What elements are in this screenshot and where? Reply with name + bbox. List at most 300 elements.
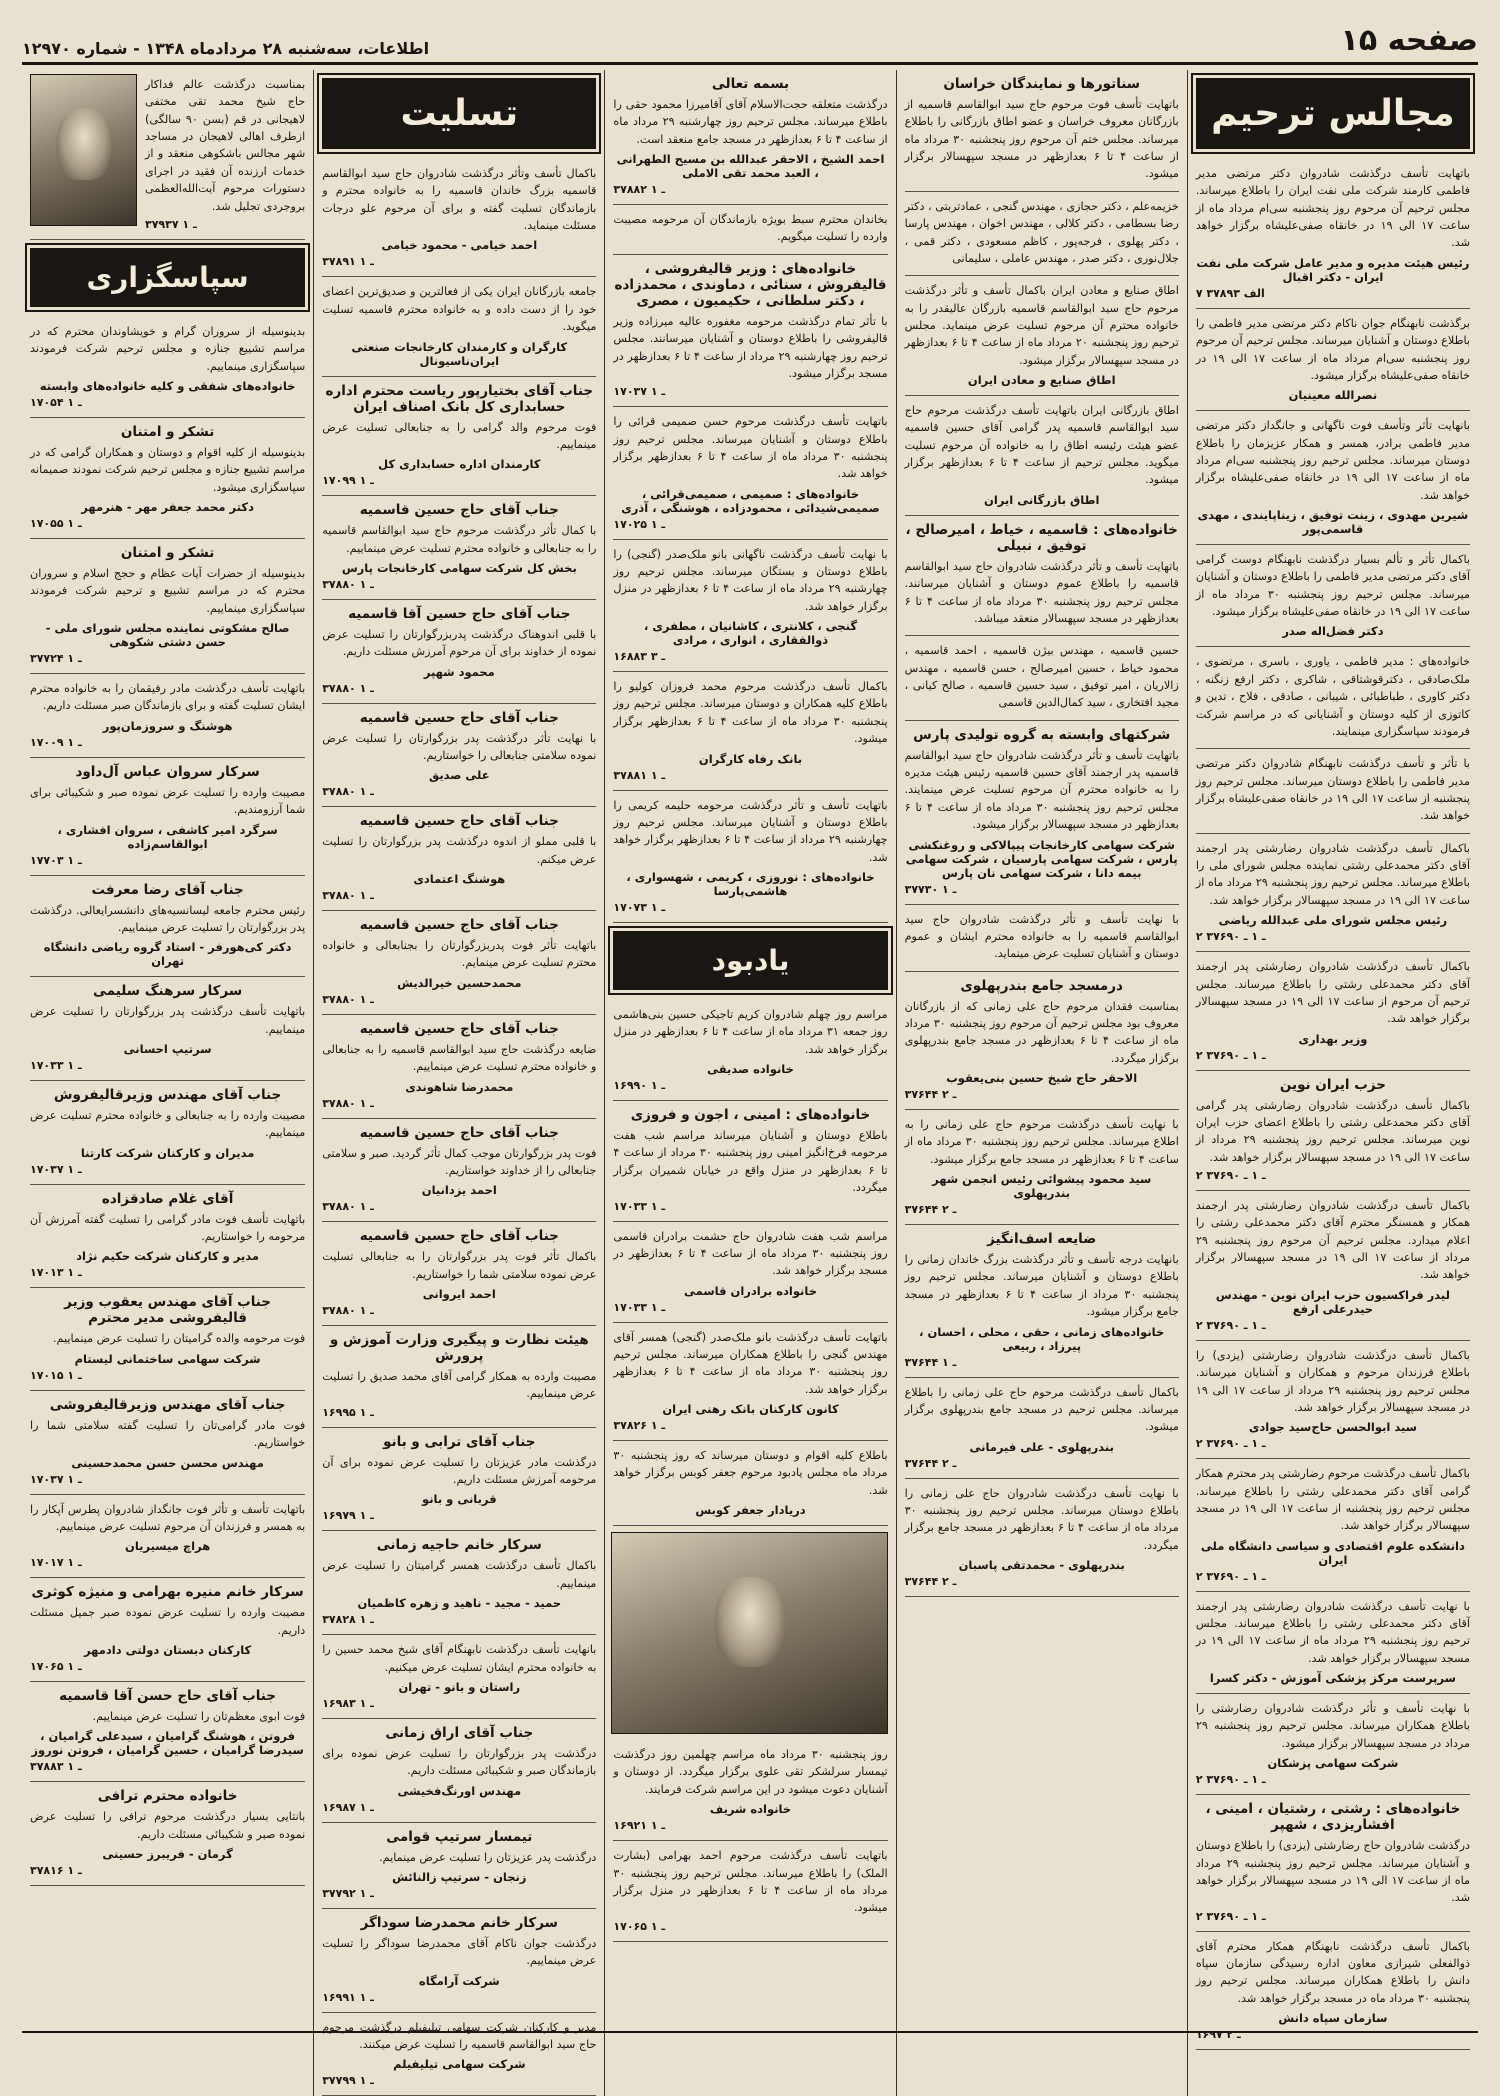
notice-body: با نهایت تأسف و تأثر درگذشت شادروان حاج سید ابوالقاسم قاسمیه را به خانواده محترم ایشان و عموم دوستان و آشنایان تسلیت عرض مینماید. <box>904 912 1179 961</box>
notice-code: ۳۷۸۸۰ ـ ۱ <box>322 577 374 591</box>
portrait-face <box>715 1577 785 1667</box>
notice-title: جناب آقای حاج حسین قاسمیه <box>359 813 559 830</box>
notice-code: ۱۶۹۹۱ ـ ۱ <box>322 1990 374 2004</box>
notice-title: جناب آقای حاج حسین آقا قاسمیه <box>348 605 571 622</box>
notice-body: با تأثر و تأسف درگذشت نابهنگام شادروان دکتر مرتضی مدیر فاطمی را باطلاع دوستان میرساند. مجلس ترحیم روز پنجشنبه از ساعت ۱۷ الی ۱۹ در خانقاه صفی‌علیشاه برگزار خواهد شد. <box>1195 757 1470 823</box>
notice-signature: مدیر و کارکنان شرکت حکیم نژاد <box>76 1249 260 1264</box>
notice-code: ۳۷۸۸۰ ـ ۱ <box>322 889 374 903</box>
notice-title: سرکار سروان عباس آل‌داود <box>75 763 260 780</box>
notice-item <box>905 905 1179 972</box>
notice-title: خانواده‌های : وزیر قالیفروشی ، قالیفروش ، سنائی ، دماوندی ، محمدزاده ، دکتر سلطانی ، حکیمیون ، مصری <box>614 260 887 309</box>
notice-code: ۱۷۰۷۳ ـ ۱ <box>613 900 666 914</box>
notice-code: ۲ ـ ۱ ـ ۳۷۶۹۰ <box>1195 1909 1266 1923</box>
notice-item <box>30 1578 305 1682</box>
notice-signature: کارمندان اداره حسابداری کل <box>378 457 541 472</box>
notice-item <box>30 674 305 758</box>
notice-list <box>30 317 305 1886</box>
notice-title: جناب آقای حاج حسین قاسمیه <box>359 502 559 519</box>
notice-code: ۳۷۷۹۲ ـ ۱ <box>322 1886 374 1900</box>
notice-code: ۱۷۰۶۵ ـ ۱ <box>30 1659 82 1673</box>
column-4 <box>313 70 604 2096</box>
notice-signature: شیرین مهدوی ، زینت توفیق ، زیناپایندی ، مهدی قاسمی‌پور <box>1197 508 1469 537</box>
notice-body: ضایعه درگذشت حاج سید ابوالقاسم قاسمیه را به جنابعالی و خانواده محترم تسلیت عرض مینماییم. <box>322 1042 597 1074</box>
notice-body: مصیبت وارده را به جنابعالی و خانواده محترم تسلیت عرض مینماییم. <box>30 1108 306 1140</box>
notice-body: مصیبت وارده را تسلیت عرض نموده صبر و شکیبائی برای شما آرزومندیم. <box>30 785 306 817</box>
notice-code: ۱۶۹۲۱ ـ ۱ <box>613 1819 666 1833</box>
notice-title: جناب آقای ترابی و بانو <box>383 1433 536 1450</box>
notice-title: جناب آقای رضا معرفت <box>91 881 244 898</box>
notice-list <box>905 70 1179 1597</box>
notice-code: ۱۷۰۱۷ ـ ۱ <box>30 1556 82 1570</box>
notice-title: ضایعه اسف‌انگیز <box>987 1231 1097 1248</box>
notice-title: جناب آقای حاج حسین قاسمیه <box>359 1228 559 1245</box>
issue-line: اطلاعات، سه‌شنبه ۲۸ مردادماه ۱۳۴۸ - شماره ۱۲۹۷۰ <box>22 39 430 58</box>
notice-body: باتهایت تأسف درگذشت پدر بزرگوارتان را تسلیت عرض مینماییم. <box>30 1005 306 1036</box>
notice-body: با نهایت تأسف و تأثر درگذشت شادروان رضارشتی را باطلاع همکاران میرساند. مجلس ترحیم روز پنجشنبه ۲۹ مرداد در مسجد سپهسالار برگزار میشود. <box>1195 1702 1470 1750</box>
notice-body: باتهایت تأثر فوت پدربزرگوارتان را بجنابعالی و خانواده محترم تسلیت عرض مینمایم. <box>322 939 597 970</box>
notice-code: ۱۶۹۹۰ ـ ۱ <box>613 1079 666 1093</box>
notice-signature: قربانی و بانو <box>422 1492 497 1507</box>
notice-item <box>30 977 305 1081</box>
notice-item <box>322 277 596 376</box>
notice-body: درگذشت پدر بزرگوارتان را تسلیت عرض نموده برای بازماندگان صبر و شکیبائی مسئلت داریم. <box>322 1746 597 1778</box>
notice-body: حسین قاسمیه ، مهندس بیژن قاسمیه ، احمد قاسمیه ، محمود خیاط ، حسین امیرصالح ، حسن قاسمیه ، مهندس زالاریان ، امیر توفیق ، سید حسین قاسمیه ، صالح کیانی ، مجید افتخاری ، سید کمال‌الدین قاسمی <box>904 644 1179 710</box>
notice-item <box>322 1428 596 1532</box>
notice-body: بانتایی بسیار درگذشت مرحوم ترافی را تسلیت عرض نموده صبر و شکیبائی مسئلت داریم. <box>30 1810 306 1841</box>
notice-code: ۳۷۸۸۰ ـ ۱ <box>322 785 374 799</box>
notice-signature: محمدحسین خیرالدیش <box>397 975 522 990</box>
notice-code: ۱۷۰۱۳ ـ ۱ <box>30 1266 82 1280</box>
notice-signature: دانشکده علوم اقتصادی و سیاسی دانشگاه ملی ایران <box>1200 1538 1465 1567</box>
notice-signature: شرکت سهامی کارخانجات پیپالاکی و روغنکشی پارس ، شرکت سهامی پارسیان ، شرکت سهامی بیمه دانا ، شرکت سهامی نان پارس <box>905 837 1178 880</box>
notice-title: حزب ایران نوین <box>1279 1076 1386 1093</box>
notice-title: جناب آقای مهندس وزیرقالیفروشی <box>49 1396 286 1413</box>
notice-signature: بندرپهلوی - علی فیرمانی <box>969 1439 1114 1454</box>
notice-item <box>1196 1795 1470 1931</box>
notice-signature: سرگرد امیر کاشفی ، سروان افشاری ، ابوالقاسم‌زاده <box>57 822 278 851</box>
notice-body: باتهایت تأسف و تأثر فوت جانگداز شادروان پطرس آپکار را به همسر و فرزندان آن مرحوم تسلیت عرض مینماییم. <box>30 1502 306 1533</box>
notice-item <box>905 516 1179 636</box>
notice-code: ۱۷۰۳۳ ـ ۱ <box>613 1199 666 1213</box>
notice-body: باطلاع کلیه اقوام و دوستان میرساند که روز پنجشنبه ۳۰ مرداد ماه مجلس یادبود مرحوم جعفر کوبس برگزار خواهد شد. <box>613 1449 888 1497</box>
banner-yadbood: یادبود <box>613 931 887 990</box>
notice-title: خانواده‌های : قاسمیه ، خیاط ، امیرصالح ، توفیق ، نبیلی <box>905 521 1178 554</box>
notice-item <box>905 636 1179 720</box>
notice-body: مراسم شب هفت شادروان حاج حشمت برادران قاسمی روز پنجشنبه ۳۰ مرداد ماه از ساعت ۴ تا ۶ بعدازظهر در مسجد برگزار خواهد شد. <box>613 1229 888 1278</box>
notice-item <box>613 1441 887 1526</box>
notice-title: تشکر و امتنان <box>120 545 215 562</box>
notice-item <box>30 317 305 418</box>
notice-item <box>322 496 596 600</box>
notice-item <box>30 1288 305 1390</box>
notice-code: ۱۶۹۷۹ ـ ۱ <box>322 1509 374 1523</box>
notice-signature: شرکت آرامگاه <box>418 1973 500 1988</box>
notice-code: ۳۷۶۴۴ ـ ۲ <box>904 1456 957 1470</box>
notice-item <box>905 1479 1179 1597</box>
notice-body: با تأثر تمام درگذشت مرحومه مغفوره عالیه میرزاده وزیر قالیفروشی را باطلاع دوستان و آشنایان میرسانند. مجلس ترحیم روز چهارشنبه ۲۹ مرداد از ساعت ۴ تا ۶ بعدازظهر در مسجد برگزار میشود. <box>613 314 888 380</box>
notice-item <box>1196 1341 1470 1459</box>
notice-body: مراسم روز چهلم شادروان کریم تاجیکی حسین بنی‌هاشمی روز جمعه ۳۱ مرداد ماه از ساعت ۴ تا ۶ بعدازظهر در منزل برگزار خواهد شد. <box>613 1007 888 1056</box>
column-5 <box>22 70 313 2096</box>
notice-code: ۲ ـ ۱ ـ ۳۷۶۹۰ <box>1195 1169 1266 1183</box>
notice-signature: خانواده‌های : صمیمی ، صمیمی‌قرائی ، صمیمی‌شیدائی ، محمودزاده ، هوشنگی ، آذری <box>621 486 880 515</box>
notice-item <box>1196 1071 1470 1191</box>
notice-item <box>613 407 887 539</box>
notice-code: ۲ ـ ۱ ـ ۳۷۶۹۰ <box>1195 1048 1266 1062</box>
notice-item <box>322 2013 596 2096</box>
notice-item <box>613 205 887 255</box>
notice-code: ۱۶۹۸۷ ـ ۱ <box>322 1800 374 1814</box>
notice-body: باتهایت تأسف و تأثر درگذشت شادروان حاج سید ابوالقاسم قاسمیه پدر ارجمند آقای حسین قاسمیه رئیس هیئت مدیره را به خانواده محترم آن مرحوم تسلیت عرض مینمایند. مجلس ترحیم روز پنجشنبه ۳۰ مرداد ماه از ساعت ۴ تا ۶ بعدازظهر در مسجد سپهسالار برگزار میشود. <box>904 748 1179 832</box>
notice-title: سرکار خانم منیره بهرامی و منیژه کوثری <box>31 1584 304 1601</box>
banner-majales-tarhim: مجالس ترحیم <box>1196 78 1470 149</box>
notice-signature: راستان و بانو - تهران <box>398 1679 521 1694</box>
column-3 <box>604 70 895 2096</box>
notice-body: باطلاع دوستان و آشنایان میرساند مراسم شب هفت مرحومه فرخ‌انگیز امینی روز پنجشنبه ۳۰ مرداد از ساعت ۴ تا ۶ بعدازظهر در منزل واقع در خیابان شمیران برگزار میگردد. <box>613 1129 888 1195</box>
notice-body: باتهایت تأسف درگذشت مرحوم حسن صمیمی قرائی را باطلاع دوستان و آشنایان میرساند. مجلس ترحیم روز پنجشنبه ۳۰ مرداد ماه از ساعت ۴ تا ۶ بعدازظهر برگزار خواهد شد. <box>613 415 888 481</box>
notice-title: جناب آقای بختیارپور ریاست محترم اداره حسابداری کل بانک اصناف ایران <box>325 382 594 415</box>
notice-signature: بندرپهلوی - محمدتقی پاسبان <box>958 1558 1125 1573</box>
notice-body: با نهایت تأسف درگذشت شادروان رضارشتی پدر ارجمند آقای دکتر محمدعلی رشتی را باطلاع میرساند. مجلس ترحیم روز پنجشنبه ۲۹ مرداد ماه از ساعت ۱۷ الی ۱۹ در مسجد سپهسالار برگزار خواهد شد. <box>1195 1599 1470 1665</box>
notice-signature: هراچ میسیریان <box>125 1539 211 1554</box>
notice-item <box>322 1909 596 2013</box>
notice-item <box>1196 159 1470 309</box>
notice-body: بمناسبت درگذشت عالم فداکار حاج شیخ محمد تقی مختفی لاهیجانی در قم (بسن ۹۰ سالگی) ازطرف اهالی لاهیجان در مساجد شهر مجالس باشکوهی منعقد و از خدمات ارزنده آن فقید در اجرای دستورات مرحوم آیت‌الله‌العظمی بروجردی تجلیل شد. <box>145 78 306 213</box>
banner-sepasgozari: سپاسگزاری <box>30 248 305 307</box>
notice-code: ۳۷۸۸۲ ـ ۱ <box>613 183 666 197</box>
notice-title: سرکار خانم حاجیه زمانی <box>376 1537 542 1554</box>
notice-signature: احمد یزدانیان <box>421 1183 497 1198</box>
notice-signature: هوشنگ اعتمادی <box>413 872 506 887</box>
notice-signature: خانواده‌های : نوروزی ، کریمی ، شهسواری ، هاشمی‌پارسا <box>626 869 875 898</box>
notice-title: جناب آقای حاج حسین قاسمیه <box>359 917 559 934</box>
notice-item <box>30 539 305 674</box>
notice-code: ۱۷۰۹۹ ـ ۱ <box>322 474 374 488</box>
notice-signature: شرکت سهامی ساختمانی لیستام <box>74 1351 261 1366</box>
notice-body: بدینوسیله از حضرات آیات عظام و حجج اسلام و سروران محترم که در مراسم تشییع و ترحیم شرکت فرمودند سپاسگزاری مینماییم. <box>30 567 306 615</box>
notice-body: بانهایت تأثر وتأسف فوت ناگهانی و جانگداز دکتر مرتضی مدیر فاطمی برادر، همسر و همکار عزیزمان را باطلاع دوستان میرساند. مجلس ترحیم روز پنجشنبه سی‌ام مرداد ماه از ساعت ۱۷ الی ۱۹ در خانقاه صفی‌علیشاه برگزار خواهد شد. <box>1195 419 1470 502</box>
notice-code: ۱۶۹۸۳ ـ ۱ <box>322 1696 374 1710</box>
notice-signature: شرکت سهامی پزشکان <box>1267 1756 1399 1771</box>
notice-body: باکمال تأسف درگذشت شادروان رضارشتی (یزدی) را باطلاع فرزندان مرحوم و همکاران و آشنایان میرساند. مجلس ترحیم روز پنجشنبه ۲۹ مرداد از ساعت ۱۷ الی ۱۹ در مسجد سپهسالار برگزار خواهد شد. <box>1195 1348 1470 1414</box>
notice-signature: زنجان - سرتیپ زالنائش <box>392 1869 527 1884</box>
notice-signature: محمدرضا شاهوندی <box>405 1079 514 1094</box>
notice-body: باکمال تأسف درگذشت همسر گرامیتان را تسلیت عرض مینماییم. <box>322 1559 597 1590</box>
notice-code: ۱۷۰۲۵ ـ ۱ <box>613 517 666 531</box>
notice-body: مدیر و کارکنان شرکت سهامی تیلیفیلم درگذشت مرحوم حاج سید ابوالقاسم قاسمیه را تسلیت عرض میکنند. <box>322 2020 597 2052</box>
notice-title: سرکار خانم محمدرضا سوداگر <box>360 1914 558 1931</box>
notice-code: ۱۷۰۳۷ ـ ۱ <box>30 1162 82 1176</box>
notice-body: درگذشت جوان ناکام آقای محمدرضا سوداگر را تسلیت عرض مینماییم. <box>322 1936 597 1968</box>
column-2 <box>896 70 1187 2096</box>
notice-title: هیئت نظارت و پیگیری وزارت آموزش و پرورش <box>329 1331 589 1364</box>
notice-item <box>905 70 1179 192</box>
notice-signature: دکتر محمد جعفر مهر - هنرمهر <box>81 500 254 515</box>
notice-code: ۷ الف ۳۷۸۹۳ <box>1195 286 1265 300</box>
notice-code: ۳۷۷۹۹ ـ ۱ <box>322 2074 374 2088</box>
notice-item <box>322 1635 596 1719</box>
notice-code: ۲ ـ ۱ ـ ۳۷۶۹۰ <box>1195 1569 1266 1583</box>
notice-signature: لیدر فراکسیون حزب ایران نوین - مهندس حیدرعلی ارفع <box>1215 1287 1450 1316</box>
notice-body: باکمال تأسف درگذشت مرحوم محمد فروزان کولیو را باطلاع کلیه همکاران و دوستان میرساند. مجلس ترحیم روز پنجشنبه ۳۰ مرداد ماه از ساعت ۴ تا ۶ بعدازظهر برگزار میشود. <box>613 680 888 746</box>
notice-item <box>613 672 887 790</box>
notice-item <box>322 377 596 497</box>
notice-body: اطاق صنایع و معادن ایران باکمال تأسف و تأثر درگذشت مرحوم حاج سید ابوالقاسم قاسمیه بازرگان عالیقدر را به خانواده محترم آن مرحوم تسلیت عرض مینماید. مجلس ترحیم روز پنجشنبه ۲۰ مرداد ماه از ساعت ۴ تا ۶ بعدازظهر در مسجد سپهسالار برگزار میشود. <box>904 284 1179 367</box>
notice-signature: نصرالله معینیان <box>1288 388 1378 403</box>
notice-body: بدینوسیله از سروران گرام و خویشاوندان محترم که در مراسم تشییع جنازه و مجلس ترحیم شرکت فرمودند سپاسگزاری مینماییم. <box>30 324 306 373</box>
notice-item <box>322 1531 596 1635</box>
notice-code: ۲ ـ ۱ ـ ۳۷۶۹۰ <box>1195 1318 1266 1332</box>
notice-item <box>613 1000 887 1101</box>
notice-signature: هوشنگ و سروزمان‌پور <box>102 718 233 733</box>
notice-signature: خانواده شریف <box>709 1802 792 1817</box>
notice-title: تشکر و امتنان <box>120 423 215 440</box>
notice-code: ۱۶۸۸۳ ـ ۳ <box>613 650 666 664</box>
notice-list <box>613 70 887 923</box>
notice-code: ۳۷۸۲۸ ـ ۱ <box>322 1613 374 1627</box>
notice-item <box>322 1719 596 1823</box>
notice-code: ۳۷۶۴۴ ـ ۱ <box>904 1355 957 1369</box>
notice-item <box>30 1391 305 1495</box>
notice-body: بانهایت درجه تأسف و تأثر درگذشت بزرگ خاندان زمانی را باطلاع دوستان و آشنایان میرساند. مجلس ترحیم روز پنجشنبه ۳۰ مرداد از ساعت ۴ تا ۶ بعدازظهر در مسجد جامع برگزار میشود. <box>904 1253 1179 1319</box>
notice-code: ۳۷۸۱۶ ـ ۱ <box>30 1864 82 1878</box>
notice-title: جناب آقای اراق زمانی <box>385 1724 534 1741</box>
notice-signature: کانون کارکنان بانک رهنی ایران <box>662 1402 839 1417</box>
notice-body: با قلبی مملو از اندوه درگذشت پدر بزرگوارتان را تسلیت عرض میکنم. <box>322 835 597 866</box>
notice-list <box>613 1000 887 1526</box>
notice-signature: خانواده‌های شفقی و کلیه خانواده‌های وابسته <box>39 378 296 393</box>
notice-body: فوت مادر گرامی‌تان را تسلیت گفته سلامتی شما را خواستاریم. <box>30 1418 306 1450</box>
notice-item <box>322 159 596 277</box>
notice-body: درگذشت مادر عزیزتان را تسلیت عرض نموده برای آن مرحومه آمرزش مسئلت داریم. <box>322 1455 597 1487</box>
notice-item <box>30 1495 305 1579</box>
notice-item <box>905 1378 1179 1479</box>
notice-body: باکمال تأثر فوت پدر بزرگوارتان را به جنابعالی تسلیت عرض نموده سلامتی شما را خواستاریم. <box>322 1250 597 1281</box>
notice-body: خزیمه‌علم ، دکتر حجازی ، مهندس گنجی ، عمادتربتی ، دکتر رضا بسطامی ، دکتر کلالی ، مهندس اخوان ، مهندس پارسا ، دکتر پهلوی ، فرجه‌پور ، کاظم مسعودی ، دکتر قمی ، جلال‌نوری ، دکتر صدر ، مهندس عاملی ، سلیمانی <box>904 199 1179 265</box>
notice-body: با کمال تأثر درگذشت مرحوم حاج سید ابوالقاسم قاسمیه را به جنابعالی و خانواده محترم تسلیت عرض مینماییم. <box>322 524 597 555</box>
notice-list <box>1196 159 1470 2050</box>
masthead <box>22 18 1478 65</box>
notice-code: ۲ ـ ۱ ـ ۳۷۶۹۰ <box>1195 1773 1266 1787</box>
notice-body: باکمال تأسف درگذشت شادروان رضارشتی پدر گرامی آقای دکتر محمدعلی رشتی را باطلاع اعضای حزب ایران نوین میرساند. مجلس ترحیم روز پنجشنبه ۲۹ مرداد از ساعت ۱۷ الی ۱۹ در مسجد سپهسالار برگزار خواهد شد. <box>1195 1098 1470 1164</box>
notice-body: با نهایت تأسف درگذشت مرحوم حاج علی زمانی را به اطلاع میرساند. مجلس ترحیم روز پنجشنبه ۳۰ مرداد ماه از ساعت ۴ تا ۶ بعدازظهر در مسجد جامع برگزار میشود. <box>904 1118 1179 1166</box>
notice-code: ۳۷۸۸۰ ـ ۱ <box>322 1096 374 1110</box>
notice-code: ۳۷۸۸۰ ـ ۱ <box>322 1303 374 1317</box>
notice-body: باتهایت تأسف درگذشت بانو ملک‌صدر (گنجی) همسر آقای مهندس گنجی را باطلاع همکاران میرساند. مجلس ترحیم روز پنجشنبه ۳۰ مرداد ماه از ساعت ۴ تا ۶ بعدازظهر برگزار خواهد شد. <box>613 1330 888 1396</box>
notice-signature: خانواده صدیقی <box>707 1062 794 1077</box>
notice-body: باتهایت تأسف فوت مرحوم حاج سید ابوالقاسم قاسمیه از بازرگانان معروف خراسان و عضو اطاق بازرگانی را باطلاع میرساند. مجلس ختم آن مرحوم روز پنجشنبه ۳۰ مرداد ماه از ساعت ۴ تا ۶ بعدازظهر در مسجد سپهسالار برگزار میشود. <box>904 98 1179 181</box>
notice-item <box>905 192 1179 276</box>
notice-body: باتهایت تأسف و تأثر درگذشت شادروان حاج سید ابوالقاسم قاسمیه را باطلاع عموم دوستان و آشنایان میرسانند. مجلس ترحیم روز پنجشنبه ۳۰ مرداد ماه از ساعت ۴ تا ۶ بعدازظهر در مسجد سپهسالار منعقد میباشد. <box>904 559 1179 625</box>
notice-signature: شرکت سهامی تیلیفیلم <box>393 2057 526 2072</box>
notice-signature: مهندس اورنگ‌فخیشی <box>397 1783 522 1798</box>
notice-code: ۳۷۸۸۰ ـ ۱ <box>322 1200 374 1214</box>
notice-body: جامعه بازرگانان ایران یکی از فعالترین و صدیق‌ترین اعضای خود را از دست داده و به خانواده محترم قاسمیه تسلیت میگوید. <box>322 285 597 334</box>
notice-signature: سرپرست مرکز پزشکی آموزش - دکتر کسرا <box>1209 1671 1456 1686</box>
notice-body: فوت مرحومه والده گرامیتان را تسلیت عرض مینماییم. <box>53 1332 306 1346</box>
notice-signature: حمید - مجید - ناهید و زهره کاظمیان <box>357 1596 562 1611</box>
notice-code: ۳۷۸۸۳ ـ ۱ <box>30 1760 82 1774</box>
notice-signature: احمد خیامی - محمود خیامی <box>381 238 538 253</box>
notice-body: درگذشت پدر عزیزتان را تسلیت عرض مینمایم. <box>379 1850 597 1864</box>
notice-item <box>905 972 1179 1110</box>
notice-body: فوت ابوی معظم‌تان را تسلیت عرض مینماییم. <box>92 1709 306 1723</box>
notice-item <box>905 276 1179 396</box>
notice-item <box>322 1119 596 1223</box>
notice-item <box>613 255 887 407</box>
notice-title: تیمسار سرتیپ قوامی <box>386 1828 533 1845</box>
notice-code: ۳۷۸۸۰ ـ ۱ <box>322 992 374 1006</box>
notice-body: با نهایت تأثر درگذشت پدر بزرگوارتان را تسلیت عرض نموده سلامتی جنابعالی را خواستاریم. <box>322 731 597 763</box>
cleric-portrait-photo <box>30 74 137 226</box>
notice-item <box>322 911 596 1015</box>
banner-tasliat: تسلیت <box>322 78 596 149</box>
notice-title: خانواده‌های : رشتی ، رشتیان ، امینی ، افشاریزدی ، شهپر <box>1205 1801 1461 1834</box>
notice-item <box>30 1682 305 1782</box>
notice-body: با نهایت تأسف درگذشت ناگهانی بانو ملک‌صدر (گنجی) را باطلاع دوستان و بستگان میرساند. مجلس ترحیم روز چهارشنبه ۲۹ مرداد ماه از ساعت ۴ تا ۶ بعدازظهر در منزل برگزار خواهد شد. <box>613 547 888 613</box>
notice-signature: صالح مشکوتی نماینده مجلس شورای ملی - حسن دشتی شکوهی <box>45 621 290 650</box>
notice-item <box>1196 411 1470 545</box>
notice-item <box>1196 309 1470 411</box>
notice-title: بسمه تعالی <box>711 76 790 92</box>
portrait-face <box>56 108 111 180</box>
notice-item <box>613 1841 887 1941</box>
notice-title: جناب آقای حاج حسن آقا قاسمیه <box>59 1687 277 1704</box>
notice-code: ۱۷۰۵۴ ـ ۱ <box>30 395 82 409</box>
notice-title: جناب آقای مهندس وزیرقالیفروش <box>53 1086 282 1103</box>
notice-body: باکمال تأسف درگذشت نابهنگام همکار محترم آقای ذوالفعلی شیرازی معاون اداره رسیدگی سازمان سپاه دانش را باطلاع همکاران میرساند. مجلس ترحیم روز پنجشنبه ۳۰ مرداد ماه در مسجد برگزار خواهد شد. <box>1195 1939 1470 2005</box>
notice-code: ۳۷۸۸۱ ـ ۱ <box>613 768 666 782</box>
notice-signature: اطاق بازرگانی ایران <box>984 492 1100 507</box>
notice-signature: الاحقر حاج شیخ حسین بنی‌یعقوب <box>946 1071 1138 1086</box>
notice-item <box>613 1222 887 1323</box>
notice-signature: اطاق صنایع و معادن ایران <box>967 373 1116 388</box>
notice-signature: کارکنان دبستان دولتی دادمهر <box>83 1642 252 1657</box>
notice-item <box>1196 545 1470 647</box>
notice-item <box>613 70 887 205</box>
notice-code: ۳۷۸۸۰ ـ ۱ <box>322 681 374 695</box>
notice-body: باتهایت تأسف درگذشت مادر رفیقمان را به خانواده محترم ایشان تسلیت گفته و برای بازماندگان صبر مسئلت داریم. <box>30 682 306 713</box>
notice-body: مصیبت وارده به همکار گرامی آقای محمد صدیق را تسلیت عرض مینماییم. <box>322 1369 597 1401</box>
notice-item <box>30 1782 305 1886</box>
notice-title: خانواده‌های : امینی ، اجون و فروزی <box>630 1107 871 1124</box>
notice-item <box>322 600 596 704</box>
notice-item <box>613 1101 887 1221</box>
notice-title: درمسجد جامع بندرپهلوی <box>960 977 1123 994</box>
notice-body: خانواده‌های : مدیر فاطمی ، یاوری ، باسری ، مرتضوی ، ملک‌صادقی ، دکترقوشتاقی ، شاکری ، دکتر ارفع زنگنه ، دکتر کاوری ، طباطبائی ، شیبانی ، صادقی ، فلاح ، تدین و کاتوزی از کلیه دوستان و آشنایانی که در مراسم شرکت فرمودند سپاسگزاری مینمایند. <box>1195 655 1470 738</box>
notice-code: ۳۷۸۹۱ ـ ۱ <box>322 255 374 269</box>
notice-signature: کارگران و کارمندان کارخانجات صنعتی ایران‌ناسیونال <box>351 339 568 368</box>
notice-signature: دکتر فضل‌اله صدر <box>1282 624 1384 639</box>
notice-body: باتهایت تأسف درگذشت شادروان دکتر مرتضی مدیر فاطمی کارمند شرکت ملی نفت ایران را باطلاع میرساند. مجلس ترحیم آن مرحوم روز پنجشنبه سی‌ام مرداد ماه از ساعت ۱۷ الی ۱۹ در خانقاه صفی‌علیشاه برگزار خواهد شد. <box>1195 167 1470 250</box>
notice-signature: احمد الشیخ ، الاحقر عبدالله بن مسیح الطهرانی ، العبد محمد تقی الاملی <box>616 152 885 181</box>
notice-code: ۳۷۷۳۰ ـ ۱ <box>904 882 957 896</box>
notice-body: باکمال تأسف درگذشت شادروان رضارشتی پدر ارجمند آقای دکتر محمدعلی رشتی را باطلاع میرساند. مجلس ترحیم آن مرحوم از ساعت ۱۷ الی ۱۹ در مسجد سپهسالار برگزار خواهد شد. <box>1195 960 1470 1026</box>
notice-item <box>1196 749 1470 833</box>
page-number: صفحه ۱۵ <box>1340 23 1478 58</box>
notice-item <box>322 1222 596 1326</box>
notice-item <box>1196 1191 1470 1341</box>
notice-signature: خانواده‌های زمانی ، حقی ، محلی ، احسان ، پیرزاد ، ربیعی <box>919 1324 1165 1353</box>
notice-code: ۳۷۶۴۴ ـ ۲ <box>904 1203 957 1217</box>
notice-signature: احمد ایروانی <box>422 1286 496 1301</box>
notice-signature: گرمان - فریبرز حسینی <box>102 1847 233 1862</box>
notice-title: جناب آقای مهندس یعقوب وزیر قالیفروشی مدیر محترم <box>64 1294 272 1327</box>
notice-list <box>613 1740 887 1942</box>
notice-body: برگذشت نابهنگام جوان ناکام دکتر مرتضی مدیر فاطمی را باطلاع دوستان و آشنایان میرساند. مجلس ترحیم آن مرحوم روز پنجشنبه سی‌ام مرداد ماه از ساعت ۱۷ الی ۱۹ در خانقاه صفی‌علیشاه برگزار میشود. <box>1195 316 1470 382</box>
notice-code: ۱۷۰۶۵ ـ ۱ <box>613 1919 666 1933</box>
notice-code: ۱۷۰۰۹ ـ ۱ <box>30 735 82 749</box>
notice-body: باکمال تأسف درگذشت مرحوم رضارشتی پدر محترم همکار گرامی آقای دکتر محمدعلی رشتی را باطلاع میرساند. مجلس ترحیم روز پنجشنبه از ساعت ۱۷ الی ۱۹ در مسجد سپهسالار برگزار خواهد شد. <box>1195 1467 1470 1533</box>
notice-code: ۳۷۸۲۶ ـ ۱ <box>613 1419 666 1433</box>
notice-signature: علی صدیق <box>428 768 490 783</box>
notice-item <box>322 1823 596 1909</box>
notice-signature: سازمان سپاه دانش <box>1278 2011 1388 2026</box>
notice-title: جناب آقای حاج حسین قاسمیه <box>359 1124 559 1141</box>
notice-code: ۱۷۰۳۷ ـ ۱ <box>613 385 666 399</box>
notice-code: ۳۷۶۴۴ ـ ۲ <box>904 1575 957 1589</box>
notice-title: جناب آقای حاج حسین قاسمیه <box>359 709 559 726</box>
notice-body: درگذشت متعلقه حجت‌الاسلام آقای آقامیرزا محمود حقی را باطلاع میرساند. مجلس ترحیم روز چهارشنبه ۲۹ مرداد ماه از ساعت ۴ تا ۶ بعدازظهر در مسجد جامع منعقد است. <box>613 98 888 146</box>
notice-title: خانواده محترم ترافی <box>97 1788 238 1805</box>
notice-body: باکمال تأسف درگذشت شادروان رضارشتی پدر ارجمند همکار و همسنگر محترم آقای دکتر محمدعلی رشتی را اعلام میدارد. مجلس ترحیم آن مرحوم روز پنجشنبه ۲۹ مرداد از ساعت ۱۷ الی ۱۹ در مسجد سپهسالار برگزار خواهد شد. <box>1195 1199 1470 1282</box>
notice-body: باکمال تأثر و تألم بسیار درگذشت نابهنگام دوست گرامی آقای دکتر مرتضی مدیر فاطمی را باطلاع دوستان و آشنایان میرساند. مجلس ترحیم روز پنجشنبه ۳۰ مرداد ماه از ساعت ۱۷ الی ۱۹ در خانقاه صفی‌علیشاه برگزار میشود. <box>1195 553 1470 619</box>
notice-signature: سید ابوالحسن حاج‌سید جوادی <box>1248 1420 1417 1435</box>
notice-body: فوت مرحوم والد گرامی را به جنابعالی تسلیت عرض مینماییم. <box>322 420 597 451</box>
notice-body: اطاق بازرگانی ایران باتهایت تأسف درگذشت مرحوم حاج سید ابوالقاسم قاسمیه پدر گرامی آقای حسین قاسمیه عضو هیئت رئیسه اطاق را به خانواده آن مرحوم تسلیت میگوید. مجلس ترحیم از ساعت ۴ تا ۶ بعدازظهر برگزار میشود. <box>904 404 1179 487</box>
notice-signature: سرتیپ احسانی <box>123 1041 212 1056</box>
notice-item <box>1196 834 1470 952</box>
notice-signature: دکتر کی‌هورفر - استاد گروه ریاضی دانشگاه تهران <box>43 940 292 969</box>
notice-code: ۱۷۰۱۵ ـ ۱ <box>30 1368 82 1382</box>
portrait-photo <box>611 1532 887 1734</box>
notice-code: ۱۶۹۹۵ ـ ۱ <box>322 1405 374 1419</box>
notice-signature: فروتن ، هوشنگ گرامیان ، سیدعلی گرامیان ، سیدرضا گرامیان ، حسین گرامیان ، فروتن نوروز <box>31 1729 304 1758</box>
notice-item <box>30 758 305 876</box>
notice-body: روز پنجشنبه ۳۰ مرداد ماه مراسم چهلمین روز درگذشت تیمسار سرلشکر تقی علوی برگزار میگردد. از دوستان و آشنایان دعوت میشود در این مراسم شرکت فرمایند. <box>613 1748 888 1796</box>
notice-title: آقای غلام صادقزاده <box>101 1190 234 1207</box>
notice-item <box>322 1326 596 1428</box>
notice-item <box>905 396 1179 516</box>
notice-code: ۱۷۰۳۳ ـ ۱ <box>613 1300 666 1314</box>
notice-body: بخاندان محترم سبط بویژه بازماندگان آن مرحومه مصیبت وارده را تسلیت میگویم. <box>613 213 888 244</box>
notice-body: بانهایت تأسف درگذشت نابهنگام آقای شیخ محمد حسین را به خانواده محترم ایشان تسلیت عرض میکنیم. <box>322 1643 597 1674</box>
column-1 <box>1187 70 1478 2096</box>
notice-signature: مهندس محسن حسن محمدحسینی <box>71 1455 264 1470</box>
notice-item <box>905 1110 1179 1225</box>
notice-item <box>30 1081 305 1185</box>
notice-signature: بانک رفاه کارگران <box>698 751 803 766</box>
notice-body: باکمال تأسف درگذشت مرحوم حاج علی زمانی را باطلاع میرساند. مجلس ترحیم در مسجد جامع بندرپهلوی برگزار میشود. <box>904 1385 1179 1434</box>
notice-title: سرکار سرهنگ سلیمی <box>93 983 243 1000</box>
notice-code: ۲ ـ ۱ ـ ۳۷۶۹۰ <box>1195 930 1266 944</box>
notice-body: مصیبت وارده را تسلیت عرض نموده صبر جمیل مسئلت داریم. <box>30 1606 306 1637</box>
notice-body: فوت پدر بزرگوارتان موجب کمال تأثر گردید. صبر و سلامتی جنابعالی را از خداوند خواستاریم. <box>322 1146 597 1177</box>
notice-code: ۲ ـ ۱ ـ ۳۷۶۹۰ <box>1195 1437 1266 1451</box>
notice-item <box>1196 1694 1470 1795</box>
notice-signature: محمود شهپر <box>423 664 495 679</box>
notice-item <box>613 1740 887 1841</box>
notice-item <box>613 791 887 923</box>
notice-signature: وزیر بهداری <box>1298 1031 1368 1046</box>
notice-item <box>30 876 305 978</box>
notice-signature: گنجی ، کلانتری ، کاشانیان ، مطفری ، ذوالفقاری ، انواری ، مرادی <box>644 619 858 648</box>
notice-body: باتهایت تأسف و تأثر درگذشت مرحومه حلیمه کریمی را باطلاع دوستان و آشنایان میرساند. مجلس ترحیم روز چهارشنبه ۲۹ مرداد از ساعت ۴ تا ۶ بعدازظهر برگزار خواهد شد. <box>613 798 888 864</box>
notice-item <box>1196 1459 1470 1591</box>
notice-item <box>322 1015 596 1119</box>
notice-body: باکمال تأسف وتأثر درگذشت شادروان حاج سید ابوالقاسم قاسمیه بزرگ خاندان قاسمیه را به خانواده محترم و بازماندگان تسلیت گفته و برای آن مرحوم علو درجات مسئلت مینماید. <box>322 167 597 233</box>
notice-code: ۳۷۶۴۴ ـ ۲ <box>904 1088 957 1102</box>
